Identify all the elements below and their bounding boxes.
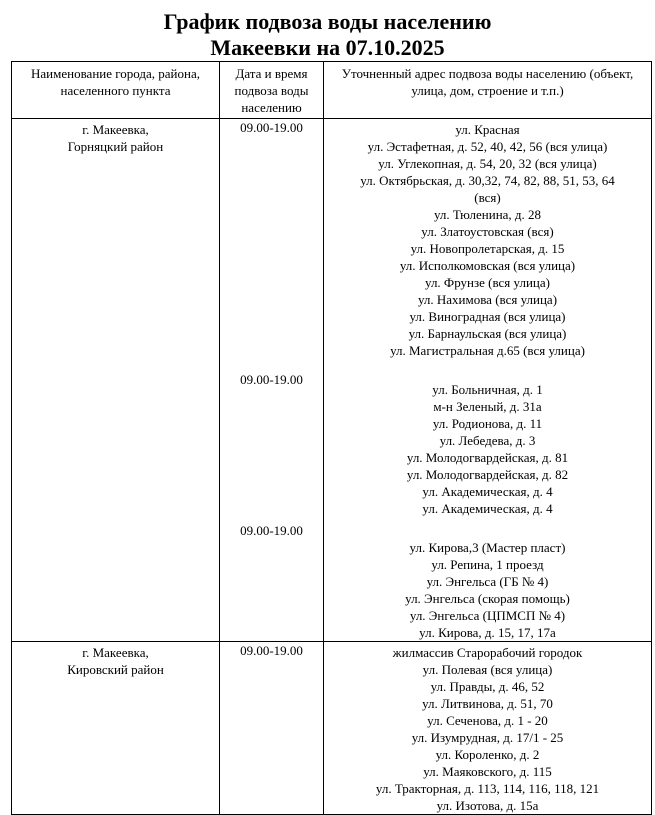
address-line: ул. Фрунзе (вся улица): [425, 275, 550, 290]
address-line: ул. Репина, 1 проезд: [431, 557, 544, 572]
header-address: Уточненный адрес подвоза воды населению (объект, улица, дом, строение и т.п.): [324, 62, 652, 119]
address-line: ул. Лебедева, д. 3: [439, 433, 536, 448]
address-line: м-н Зеленый, д. 31а: [433, 399, 542, 414]
table-header-row: [12, 62, 652, 119]
city-name: г. Макеевка,: [82, 645, 149, 660]
document-title-line-2: Макеевки на 07.10.2025: [210, 35, 445, 60]
address-line: ул. Изотова, д. 15а: [436, 798, 539, 813]
time-slot: 09.00-19.00: [240, 643, 303, 658]
document-title-line-1: График подвоза воды населению: [163, 9, 492, 34]
address-line: ул. Литвинова, д. 51, 70: [422, 696, 553, 711]
address-line: (вся): [474, 190, 501, 205]
district-name: Кировский район: [67, 662, 164, 677]
address-line: ул. Октябрьская, д. 30,32, 74, 82, 88, 51, 53, 64: [360, 173, 615, 188]
time-cell: [220, 642, 324, 815]
address-line: ул. Барнаульская (вся улица): [408, 326, 567, 341]
header-datetime: Дата и время подвоза воды населению: [220, 62, 324, 119]
address-line: ул. Углекопная, д. 54, 20, 32 (вся улица): [378, 156, 597, 171]
address-line: ул. Тракторная, д. 113, 114, 116, 118, 121: [375, 781, 600, 796]
address-line: ул. Больничная, д. 1: [432, 382, 543, 397]
water-delivery-schedule-table: [11, 61, 652, 815]
address-line: ул. Магистральная д.65 (вся улица): [390, 343, 585, 358]
address-line: ул. Молодогвардейская, д. 81: [406, 450, 569, 465]
address-line: ул. Молодогвардейская, д. 82: [406, 467, 569, 482]
address-line: жилмассив Старорабочий городок: [392, 645, 583, 660]
address-line: ул. Родионова, д. 11: [432, 416, 543, 431]
address-line: ул. Короленко, д. 2: [435, 747, 540, 762]
address-line: ул. Изумрудная, д. 17/1 - 25: [411, 730, 564, 745]
address-cell: [324, 642, 652, 815]
address-line: ул. Правды, д. 46, 52: [430, 679, 545, 694]
address-line: ул. Кирова, д. 15, 17, 17а: [419, 625, 556, 640]
address-line: ул. Нахимова (вся улица): [417, 292, 558, 307]
time-slot: 09.00-19.00: [240, 523, 303, 538]
address-line: ул. Маяковского, д. 115: [423, 764, 552, 779]
time-slot: 09.00-19.00: [240, 120, 303, 135]
address-block: [328, 379, 647, 517]
table-row: [12, 119, 652, 642]
address-block: [328, 119, 647, 359]
district-name: Горняцкий район: [67, 139, 164, 154]
address-line: ул. Энгельса (ГБ № 4): [426, 574, 549, 589]
table-row: [12, 642, 652, 815]
address-line: ул. Новопролетарская, д. 15: [410, 241, 565, 256]
address-line: ул. Тюленина, д. 28: [433, 207, 542, 222]
address-line: ул. Исполкомовская (вся улица): [399, 258, 576, 273]
address-line: ул. Энгельса (скорая помощь): [405, 591, 570, 606]
address-line: ул. Полевая (вся улица): [422, 662, 553, 677]
address-cell: [324, 119, 652, 642]
address-line: ул. Сеченова, д. 1 - 20: [427, 713, 548, 728]
location-cell: [12, 119, 220, 642]
address-line: ул. Красная: [455, 122, 520, 137]
address-line: ул. Виноградная (вся улица): [409, 309, 566, 324]
address-line: ул. Академическая, д. 4: [422, 501, 553, 516]
time-cell: [220, 119, 324, 642]
location-cell: [12, 642, 220, 815]
address-line: ул. Кирова,3 (Мастер пласт): [409, 540, 566, 555]
time-slot: 09.00-19.00: [240, 372, 303, 387]
address-line: ул. Эстафетная, д. 52, 40, 42, 56 (вся улица): [367, 139, 608, 154]
header-location: Наименование города, района, населенного пункта: [12, 62, 220, 119]
address-block: [328, 537, 647, 641]
address-line: ул. Златоустовская (вся): [421, 224, 554, 239]
address-line: ул. Энгельса (ЦПМСП № 4): [409, 608, 566, 623]
city-name: г. Макеевка,: [82, 122, 149, 137]
address-line: ул. Академическая, д. 4: [422, 484, 553, 499]
address-block: [328, 642, 647, 814]
